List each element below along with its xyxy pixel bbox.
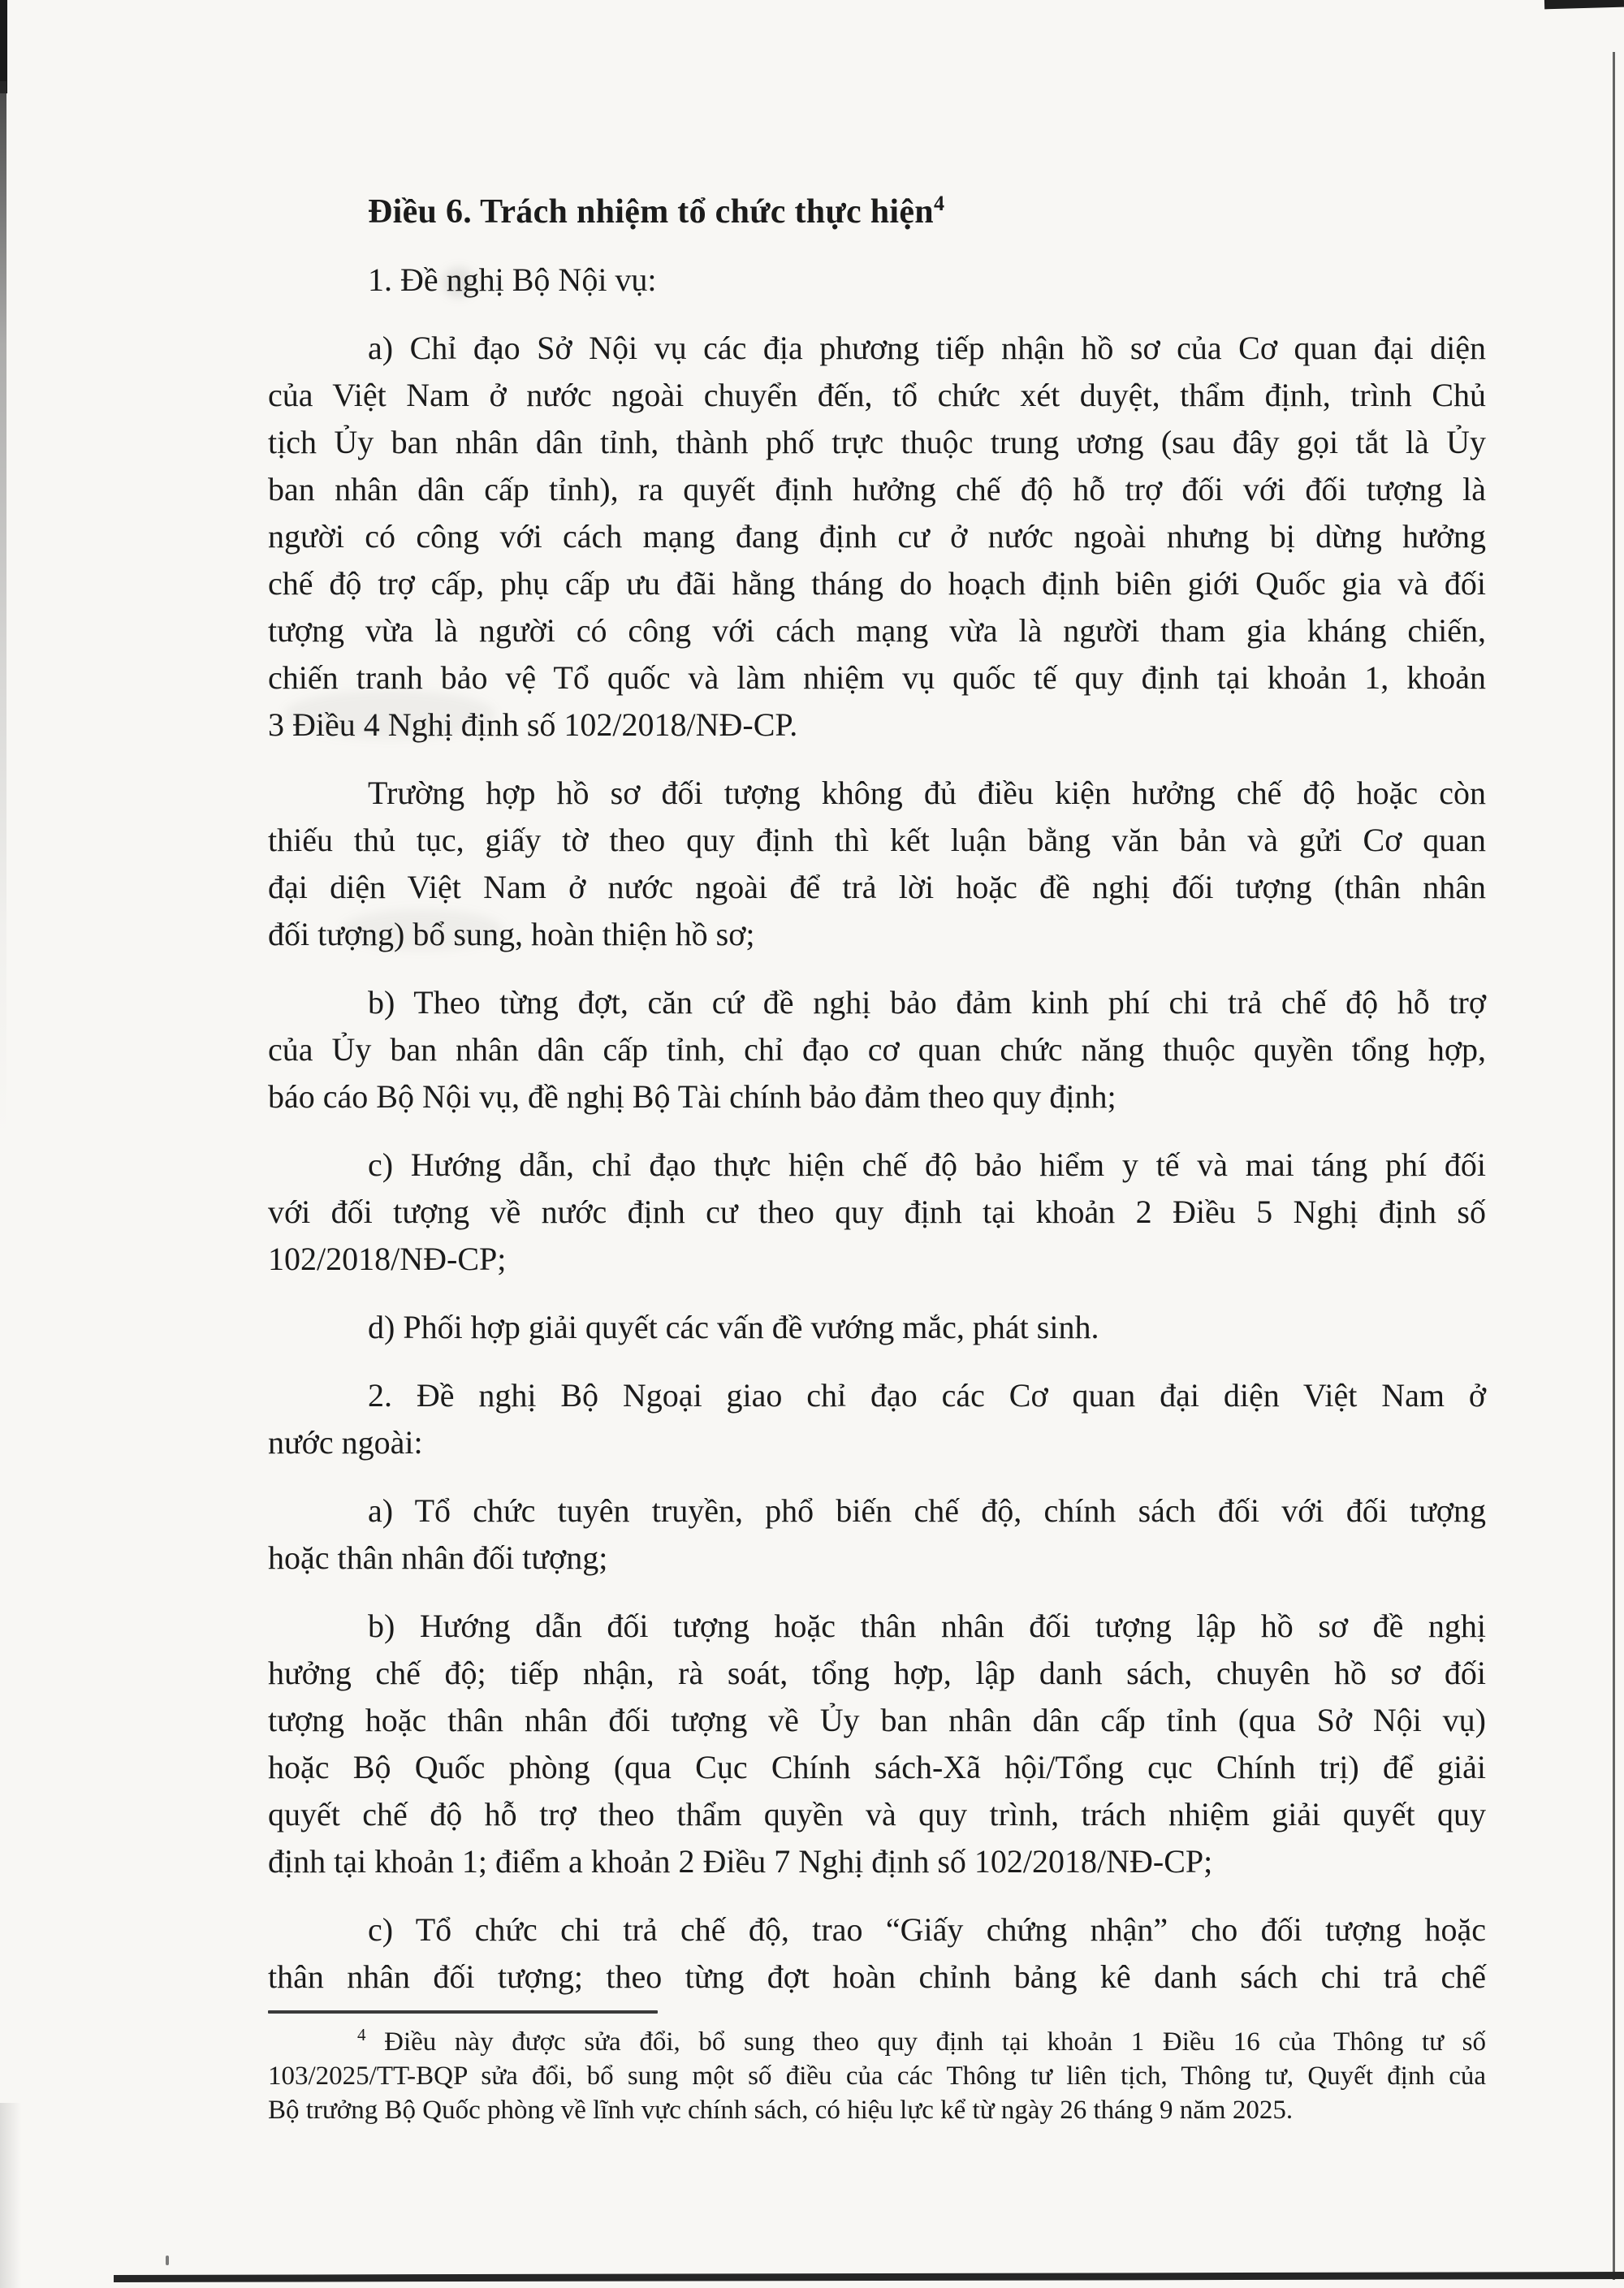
paragraph — [268, 257, 1486, 304]
text-line: tượng vừa là người có công với cách mạng vừa là người tham gia kháng chiến, — [268, 612, 1486, 649]
text-line: hưởng chế độ; tiếp nhận, rà soát, tổng hợp, lập danh sách, chuyên hồ sơ đối — [268, 1655, 1486, 1691]
paragraph — [268, 1142, 1486, 1283]
document-text-block — [268, 188, 1486, 2127]
text-line: nước ngoài: — [268, 1424, 423, 1461]
text-line: c) Tổ chức chi trả chế độ, trao “Giấy chứng nhận” cho đối tượng hoặc — [368, 1911, 1486, 1948]
scan-edge-left-fade — [0, 81, 6, 1137]
scan-edge-right-line — [1613, 52, 1615, 2280]
scan-edge-left-bottom — [0, 2103, 21, 2288]
text-line: báo cáo Bộ Nội vụ, đề nghị Bộ Tài chính bảo đảm theo quy định; — [268, 1078, 1116, 1115]
footnote-separator — [268, 2010, 658, 2014]
footnote-line: Bộ trưởng Bộ Quốc phòng về lĩnh vực chính sách, có hiệu lực kể từ ngày 26 tháng 9 năm 2025. — [268, 2096, 1294, 2125]
text-line: ban nhân dân cấp tỉnh), ra quyết định hưởng chế độ hỗ trợ đối với đối tượng là — [268, 471, 1486, 507]
text-line: d) Phối hợp giải quyết các vấn đề vướng mắc, phát sinh. — [368, 1309, 1099, 1345]
text-line: của Việt Nam ở nước ngoài chuyển đến, tổ chức xét duyệt, thẩm định, trình Chủ — [268, 377, 1486, 413]
text-line: thiếu thủ tục, giấy tờ theo quy định thì kết luận bằng văn bản và gửi Cơ quan — [268, 822, 1486, 858]
scan-edge-left-dark — [0, 0, 7, 93]
text-line: 1. Đề nghị Bộ Nội vụ: — [368, 261, 657, 298]
text-line: hoặc Bộ Quốc phòng (qua Cục Chính sách-Xã hội/Tổng cục Chính trị) để giải — [268, 1749, 1486, 1785]
paragraph — [268, 1372, 1486, 1466]
footnote-lines — [268, 2025, 1486, 2127]
footnote-marker: 4 — [357, 2025, 366, 2044]
text-line: chế độ trợ cấp, phụ cấp ưu đãi hằng tháng do hoạch định biên giới Quốc gia và đối — [268, 565, 1486, 602]
text-line: b) Hướng dẫn đối tượng hoặc thân nhân đối tượng lập hồ sơ đề nghị — [368, 1608, 1486, 1644]
text-line: a) Chỉ đạo Sở Nội vụ các địa phương tiếp nhận hồ sơ của Cơ quan đại diện — [368, 330, 1486, 366]
paragraph — [268, 1304, 1486, 1351]
text-line: c) Hướng dẫn, chỉ đạo thực hiện chế độ bảo hiểm y tế và mai táng phí đối — [368, 1146, 1486, 1183]
text-line: 102/2018/NĐ-CP; — [268, 1241, 507, 1277]
text-line: chiến tranh bảo vệ Tổ quốc và làm nhiệm vụ quốc tế quy định tại khoản 1, khoản — [268, 659, 1486, 696]
footnote-text: Điều này được sửa đổi, bổ sung theo quy định tại khoản 1 Điều 16 của Thông tư số — [384, 2027, 1486, 2057]
scan-edge-bottom-line — [114, 2272, 1624, 2282]
text-line: người có công với cách mạng đang định cư ở nước ngoài nhưng bị dừng hưởng — [268, 518, 1486, 555]
text-line: quyết chế độ hỗ trợ theo thẩm quyền và quy trình, trách nhiệm giải quyết quy — [268, 1796, 1486, 1833]
footnote-line — [268, 2025, 1486, 2059]
text-line: Trường hợp hồ sơ đối tượng không đủ điều kiện hưởng chế độ hoặc còn — [368, 775, 1486, 811]
text-line: thân nhân đối tượng; theo từng đợt hoàn chỉnh bảng kê danh sách chi trả chế — [268, 1958, 1486, 1995]
paragraph — [268, 1487, 1486, 1582]
footnote-section — [268, 2010, 1486, 2127]
paragraph — [268, 979, 1486, 1120]
text-line: với đối tượng về nước định cư theo quy định tại khoản 2 Điều 5 Nghị định số — [268, 1194, 1486, 1230]
text-line: a) Tổ chức tuyên truyền, phổ biến chế độ, chính sách đối với đối tượng — [368, 1492, 1486, 1529]
text-line: hoặc thân nhân đối tượng; — [268, 1539, 608, 1576]
paragraph — [268, 770, 1486, 958]
text-line: 3 Điều 4 Nghị định số 102/2018/NĐ-CP. — [268, 706, 798, 743]
section-heading-text: Điều 6. Trách nhiệm tổ chức thực hiện — [368, 193, 934, 231]
paragraph — [268, 1906, 1486, 2001]
text-line: định tại khoản 1; điểm a khoản 2 Điều 7 Nghị định số 102/2018/NĐ-CP; — [268, 1843, 1213, 1880]
footnote-line: 103/2025/TT-BQP sửa đổi, bổ sung một số điều của các Thông tư liên tịch, Thông tư, Quyết định của — [268, 2061, 1486, 2091]
paragraph — [268, 1603, 1486, 1885]
text-line: đối tượng) bổ sung, hoàn thiện hồ sơ; — [268, 916, 755, 952]
section-heading — [268, 188, 1486, 235]
text-line: tịch Ủy ban nhân dân tỉnh, thành phố trực thuộc trung ương (sau đây gọi tắt là Ủy — [268, 424, 1486, 460]
text-line: đại diện Việt Nam ở nước ngoài để trả lời hoặc đề nghị đối tượng (thân nhân — [268, 869, 1486, 905]
scan-edge-top-right-mark — [1544, 0, 1624, 9]
paragraphs — [268, 257, 1486, 2001]
paragraph — [268, 325, 1486, 749]
text-line: 2. Đề nghị Bộ Ngoại giao chỉ đạo các Cơ quan đại diện Việt Nam ở — [368, 1377, 1486, 1414]
scan-speck — [166, 2256, 169, 2265]
text-line: của Ủy ban nhân dân cấp tỉnh, chỉ đạo cơ quan chức năng thuộc quyền tổng hợp, — [268, 1031, 1486, 1068]
text-line: tượng hoặc thân nhân đối tượng về Ủy ban nhân dân cấp tỉnh (qua Sở Nội vụ) — [268, 1702, 1486, 1738]
heading-footnote-ref: 4 — [933, 192, 945, 215]
text-line: b) Theo từng đợt, căn cứ đề nghị bảo đảm kinh phí chi trả chế độ hỗ trợ — [368, 984, 1486, 1021]
